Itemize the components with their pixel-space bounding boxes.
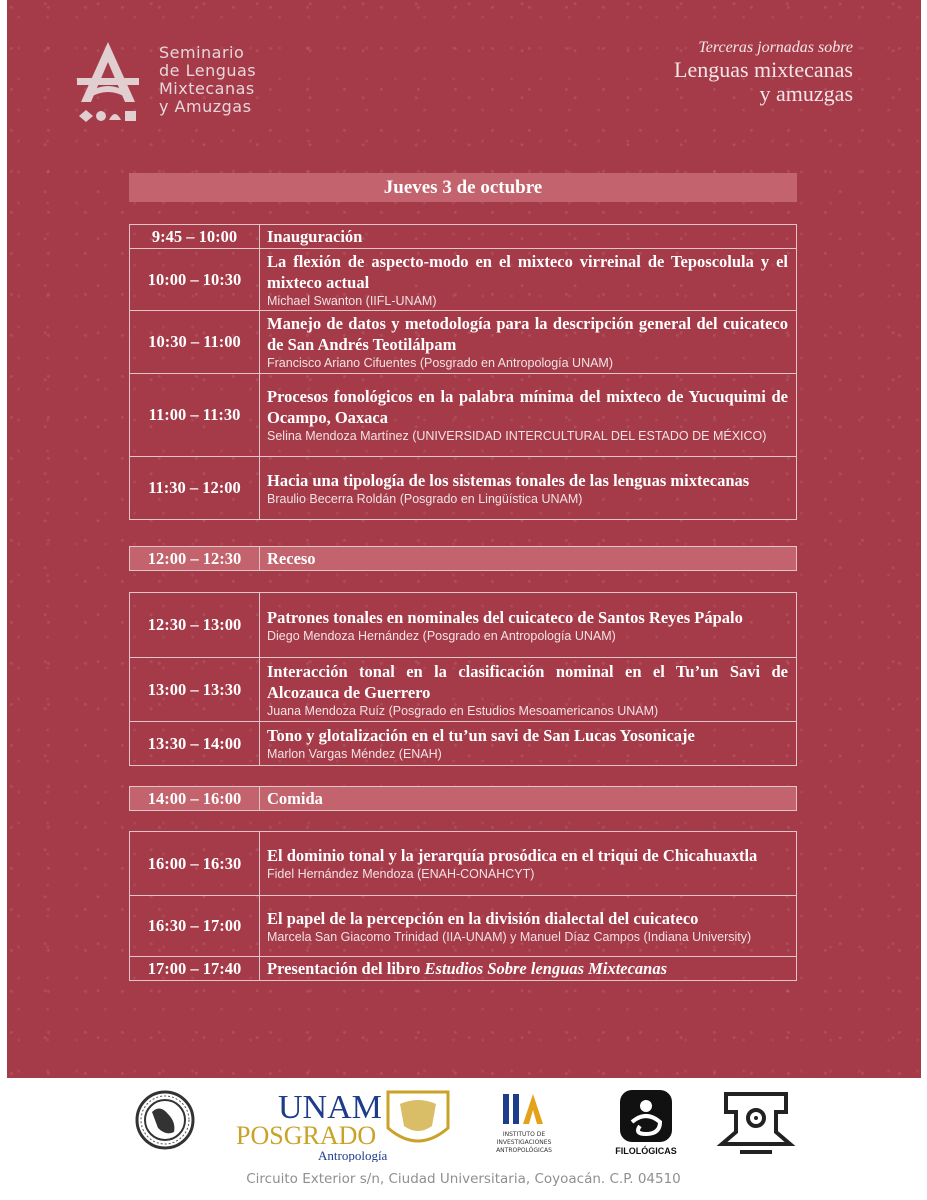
session-time: 10:00 – 10:30 (130, 249, 260, 311)
iia-caption-1: INSTITUTO DE (502, 1131, 546, 1138)
session-title: El papel de la percepción en la división dialectal del cuicateco (267, 908, 699, 928)
table-row (130, 658, 797, 722)
session-cell (260, 593, 797, 658)
break-cell (260, 547, 797, 571)
session-cell (260, 722, 797, 766)
footer-logos (0, 1082, 927, 1162)
session-cell (260, 374, 797, 457)
seminar-line-1: Seminario (159, 43, 245, 62)
schedule-block-morning (129, 224, 797, 520)
seminar-title (159, 44, 256, 116)
table-row (130, 896, 797, 957)
session-title: Patrones tonales en nominales del cuicateco de Santos Reyes Pápalo (267, 607, 743, 627)
table-row (130, 374, 797, 457)
session-title: Hacia una tipología de los sistemas tonales de las lenguas mixtecanas (267, 470, 750, 490)
session-title: El dominio tonal y la jerarquía prosódica en el triqui de Chicahuaxtla (267, 846, 758, 865)
session-cell (260, 957, 797, 981)
footer-address: Circuito Exterior s/n, Ciudad Universitaria, Coyoacán. C.P. 04510 (246, 1171, 681, 1187)
session-cell (260, 225, 797, 249)
event-title-line-1: Lenguas mixtecanas (674, 57, 853, 82)
unam-posgrado-logo (236, 1089, 448, 1162)
session-title: Tono y glotalización en el tu’un savi de San Lucas Yosonicaje (267, 726, 695, 745)
session-time: 11:30 – 12:00 (130, 457, 260, 520)
session-title: Manejo de datos y metodología para la descripción general del cuicateco de San Andrés Teotilálpam (267, 314, 788, 354)
table-row (130, 457, 797, 520)
table-row (130, 957, 797, 981)
session-author: Michael Swanton (IIFL-UNAM) (267, 293, 437, 308)
table-row (130, 311, 797, 374)
session-title: Procesos fonológicos en la palabra mínima del mixteco de Yucuquimi de Ocampo, Oaxaca (267, 387, 788, 427)
session-author: Marlon Vargas Méndez (ENAH) (267, 747, 442, 761)
break-time: 12:00 – 12:30 (130, 547, 260, 571)
session-cell (260, 249, 797, 311)
date-banner: Jueves 3 de octubre (129, 173, 797, 202)
schedule-block-afternoon (129, 831, 797, 981)
session-author: Diego Mendoza Hernández (Posgrado en Antropología UNAM) (267, 628, 616, 643)
session-cell (260, 457, 797, 520)
session-author: Juana Mendoza Ruíz (Posgrado en Estudios Mesoamericanos UNAM) (267, 703, 659, 718)
session-title: Inauguración (267, 227, 363, 246)
table-row (130, 787, 797, 811)
table-row (130, 249, 797, 311)
table-row (130, 593, 797, 658)
event-heading (674, 38, 853, 106)
session-cell (260, 832, 797, 896)
session-author: Francisco Ariano Cifuentes (Posgrado en Antropología UNAM) (267, 356, 614, 370)
session-time: 16:30 – 17:00 (130, 896, 260, 957)
session-cell (260, 896, 797, 957)
session-cell (260, 311, 797, 374)
book-title: Estudios Sobre lenguas Mixtecanas (424, 959, 668, 978)
posgrado-wordmark: POSGRADO (236, 1121, 377, 1150)
session-time: 16:00 – 16:30 (130, 832, 260, 896)
iia-caption-3: ANTROPOLÓGICAS (496, 1147, 552, 1154)
iia-logo (496, 1094, 552, 1154)
session-time: 13:30 – 14:00 (130, 722, 260, 766)
break-time: 14:00 – 16:00 (130, 787, 260, 811)
break-receso (129, 546, 797, 571)
session-time: 17:00 – 17:40 (130, 957, 260, 981)
table-row (130, 547, 797, 571)
table-row (130, 722, 797, 766)
mesoamerican-glyph-icon (722, 1094, 790, 1152)
session-author: Selina Mendoza Martínez (UNIVERSIDAD INTERCULTURAL DEL ESTADO DE MÉXICO) (267, 429, 767, 443)
session-time: 11:00 – 11:30 (130, 374, 260, 457)
unam-wordmark: UNAM (278, 1089, 382, 1126)
filologicas-logo (615, 1090, 677, 1156)
session-title: La flexión de aspecto-modo en el mixteco virreinal de Teposcolula y el mixteco actual (267, 251, 788, 292)
event-title-line-2: y amuzgas (759, 81, 853, 106)
event-subtitle: Terceras jornadas sobre (698, 39, 853, 56)
break-label: Comida (267, 789, 323, 808)
seminar-line-2: de Lenguas (159, 61, 257, 80)
break-cell (260, 787, 797, 811)
session-time: 13:00 – 13:30 (130, 658, 260, 722)
session-author: Fidel Hernández Mendoza (ENAH-CONAHCYT) (267, 867, 535, 881)
schedule-block-midday (129, 592, 797, 766)
table-row (130, 832, 797, 896)
seminar-line-3: Mixtecanas (159, 79, 255, 98)
session-title (267, 958, 788, 979)
iia-caption-2: INVESTIGACIONES (496, 1139, 552, 1146)
break-comida (129, 786, 797, 811)
session-author: Braulio Becerra Roldán (Posgrado en Lingüística UNAM) (267, 491, 583, 506)
session-time: 9:45 – 10:00 (130, 225, 260, 249)
seminar-line-4: y Amuzgas (159, 97, 252, 116)
unam-shield-gold-icon (388, 1092, 448, 1141)
seminar-a-logo (77, 40, 139, 124)
poster-background (7, 0, 921, 1078)
session-time: 10:30 – 11:00 (130, 311, 260, 374)
session-cell (260, 658, 797, 722)
table-row (130, 225, 797, 249)
break-label: Receso (267, 549, 316, 568)
unam-seal-icon (137, 1092, 193, 1148)
filologicas-wordmark: FILOLÓGICAS (615, 1146, 677, 1156)
session-time: 12:30 – 13:00 (130, 593, 260, 658)
book-presentation-label: Presentación del libro (267, 959, 425, 978)
session-title: Interacción tonal en la clasificación nominal en el Tu’un Savi de Alcozauca de Guerrero (267, 661, 788, 702)
antropologia-wordmark: Antropología (318, 1148, 388, 1162)
session-author: Marcela San Giacomo Trinidad (IIA-UNAM) y Manuel Díaz Campos (Indiana University) (267, 929, 752, 944)
